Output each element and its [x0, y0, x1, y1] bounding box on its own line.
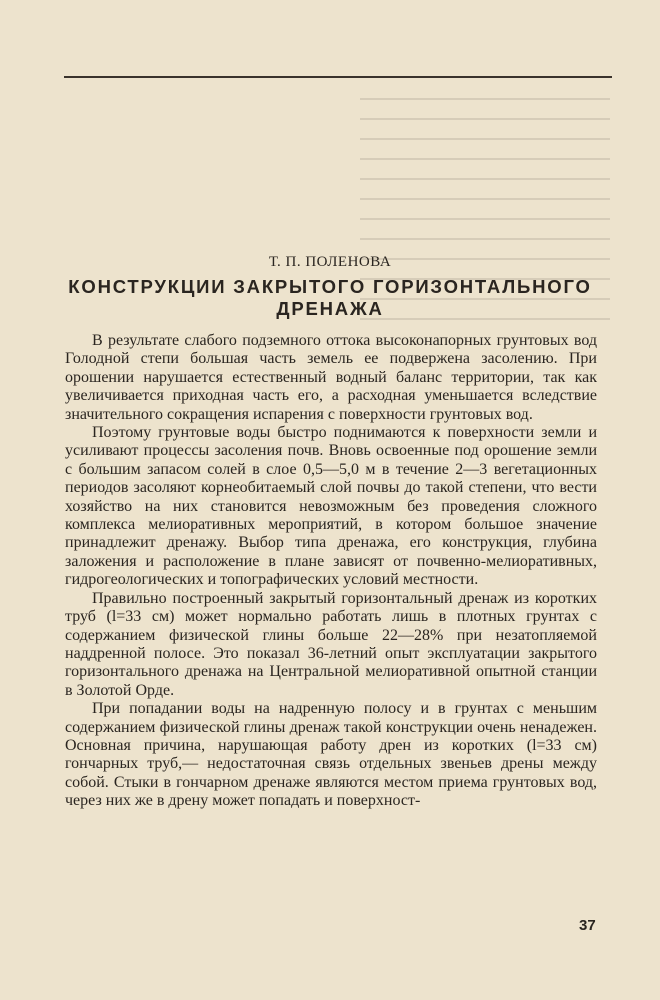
title-line-2: ДРЕНАЖА [276, 298, 384, 319]
author-name: Т. П. ПОЛЕНОВА [268, 254, 392, 270]
page-number: 37 [579, 917, 596, 934]
paragraph-1: В результате слабого подземного оттока высоконапорных грунтовых вод Голодной степи большая часть земель ее подвержена засолению. При орошении нарушается естественный водный баланс территории, так как увеличивается приходная часть его, а расходная уменьшается вследствие значительного сокращения испарения с поверхности грунтовых вод. [65, 332, 597, 423]
article-body [65, 332, 597, 811]
paragraph-2: Поэтому грунтовые воды быстро поднимаются к поверхности земли и усиливают процессы засоления почв. Вновь освоенные под орошение земли с большим запасом солей в слое 0,5—5,0 м в течение 2—3 вегетационных периодов засоляют корнеобитаемый слой почвы до такой степени, что вести хозяйство на них становится невозможным без проведения сложного комплекса мелиоративных мероприятий, в котором большое значение принадлежит дренажу. Выбор типа дренажа, его конструкция, глубина заложения и расположение в плане зависят от почвенно-мелиоративных, гидрогеологических и топографических условий местности. [65, 424, 597, 589]
title-line-1: КОНСТРУКЦИИ ЗАКРЫТОГО ГОРИЗОНТАЛЬНОГО [68, 276, 592, 297]
paragraph-4: При попадании воды на надренную полосу и в грунтах с меньшим содержанием физической глины дренаж такой конструкции очень ненадежен. Основная причина, нарушающая работу дрен из коротких (l=33 см) гончарных труб,— недостаточная связь отдельных звеньев дрены между собой. Стыки в гончарном дренаже являются местом приема грунтовых вод, через них же в дрену может попадать и поверхност- [65, 700, 597, 810]
paragraph-3: Правильно построенный закрытый горизонтальный дренаж из коротких труб (l=33 см) может нормально работать лишь в плотных грунтах с содержанием физической глины больше 22—28% при незатопляемой наддренной полосе. Это показал 36-летний опыт эксплуатации закрытого горизонтального дренажа на Центральной мелиоративной опытной станции в Золотой Орде. [65, 589, 597, 699]
article-title [60, 276, 600, 320]
header-rule [64, 76, 612, 78]
